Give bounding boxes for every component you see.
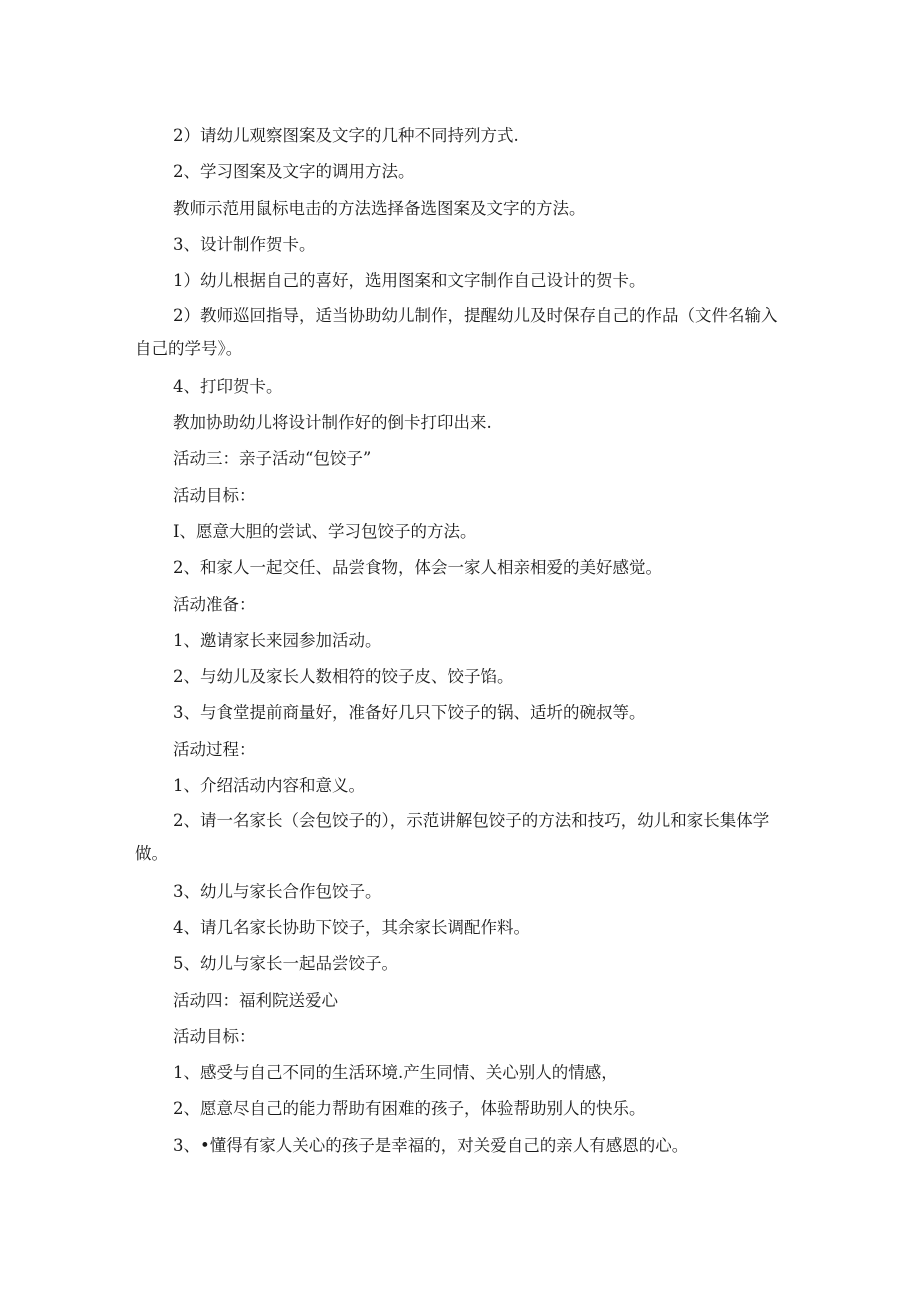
document-body [135,118,785,1164]
subsection-heading: 活动过程： [173,739,256,759]
paragraph: 3、幼儿与家长合作包饺子。 [173,881,382,901]
paragraph: 2、请一名家长（会包饺子的），示范讲解包饺子的方法和技巧，幼儿和家长集体学做。 [135,811,770,864]
paragraph: 教加协助幼儿将设计制作好的倒卡打印出来. [173,413,492,433]
paragraph: 1、邀请家长来园参加活动。 [173,630,382,650]
paragraph: 4、请几名家长协助下饺子，其余家长调配作料。 [173,917,530,937]
subsection-heading: 活动目标： [173,1026,256,1046]
paragraph: I、愿意大胆的尝试、学习包饺子的方法。 [173,521,477,541]
paragraph: 2）请幼儿观察图案及文字的几种不同持列方式. [173,126,519,145]
paragraph: 3、•懂得有家人关心的孩子是幸福的，对关爱自己的亲人有感恩的心。 [173,1135,689,1155]
paragraph: 2、愿意尽自己的能力帮助有困难的孩子，体验帮助别人的快乐。 [173,1099,646,1119]
paragraph: 3、设计制作贺卡。 [173,234,316,254]
paragraph: 4、打印贺卡。 [173,376,283,396]
subsection-heading: 活动目标： [173,485,256,505]
paragraph: 1）幼儿根据自己的喜好，选用图案和文字制作自己设计的贺卡。 [173,271,646,291]
section-heading: 活动三：亲子活动“包饺子” [173,449,372,469]
paragraph: 2）教师巡回指导，适当协助幼儿制作，提醒幼儿及时保存自己的作品（文件名输入自己的学号》。 [135,306,778,359]
section-heading: 活动四：福利院送爱心 [173,990,338,1010]
paragraph: 教师示范用鼠标电击的方法选择备选图案及文字的方法。 [173,198,586,218]
paragraph: 2、和家人一起交任、品尝食物，体会一家人相亲相爱的美好感觉。 [173,558,662,578]
paragraph: 5、幼儿与家长一起品尝饺子。 [173,954,398,974]
paragraph: 2、与幼儿及家长人数相符的饺子皮、饺子馅。 [173,667,514,687]
paragraph: 2、学习图案及文字的调用方法。 [173,162,415,182]
paragraph: 1、感受与自己不同的生活环境.产生同情、关心别人的情感， [173,1063,618,1083]
subsection-heading: 活动准备： [173,594,256,614]
paragraph: 3、与食堂提前商量好，准备好几只下饺子的锅、适圻的碗叔等。 [173,703,646,723]
paragraph: 1、介绍活动内容和意义。 [173,776,365,796]
